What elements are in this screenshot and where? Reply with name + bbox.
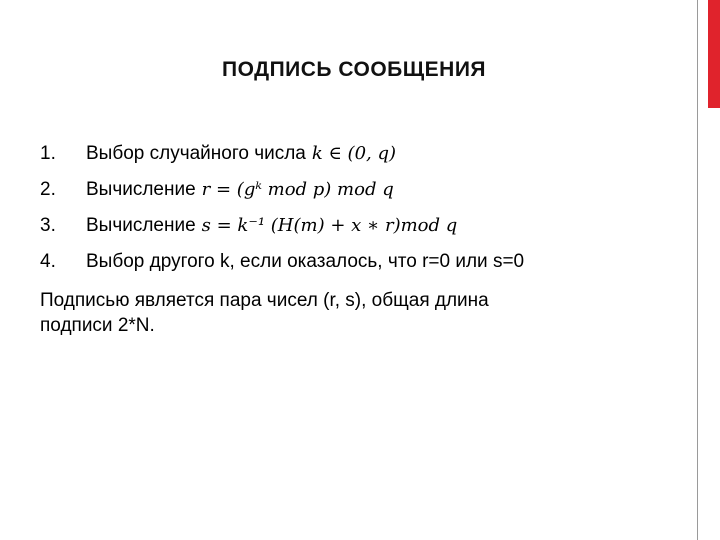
step-text [86, 176, 394, 204]
step-label: Вычисление [86, 215, 196, 236]
step-text [86, 140, 396, 168]
step-formula: s = k⁻¹ (H(m) + x ∗ r)mod q [201, 215, 458, 236]
accent-bar [708, 0, 720, 108]
signature-note [40, 288, 540, 338]
step-text [86, 212, 457, 240]
step-formula: r = (gᵏ mod p) mod q [201, 179, 394, 200]
note-line: Подписью является пара чисел (r, s), общая длина [40, 290, 489, 311]
step-formula: k ∈ (0, q) [311, 143, 397, 164]
step-number: 1. [40, 143, 56, 164]
step-label: Вычисление [86, 179, 196, 200]
step-number: 3. [40, 215, 56, 236]
note-line: подписи 2*N. [40, 315, 155, 336]
slide-title: ПОДПИСЬ СООБЩЕНИЯ [221, 58, 487, 81]
step-label: Выбор другого k, если оказалось, что r=0 или s=0 [86, 251, 525, 272]
step-number: 4. [40, 251, 56, 272]
step-text [86, 248, 524, 276]
step-number: 2. [40, 179, 56, 200]
step-label: Выбор случайного числа [86, 143, 306, 164]
